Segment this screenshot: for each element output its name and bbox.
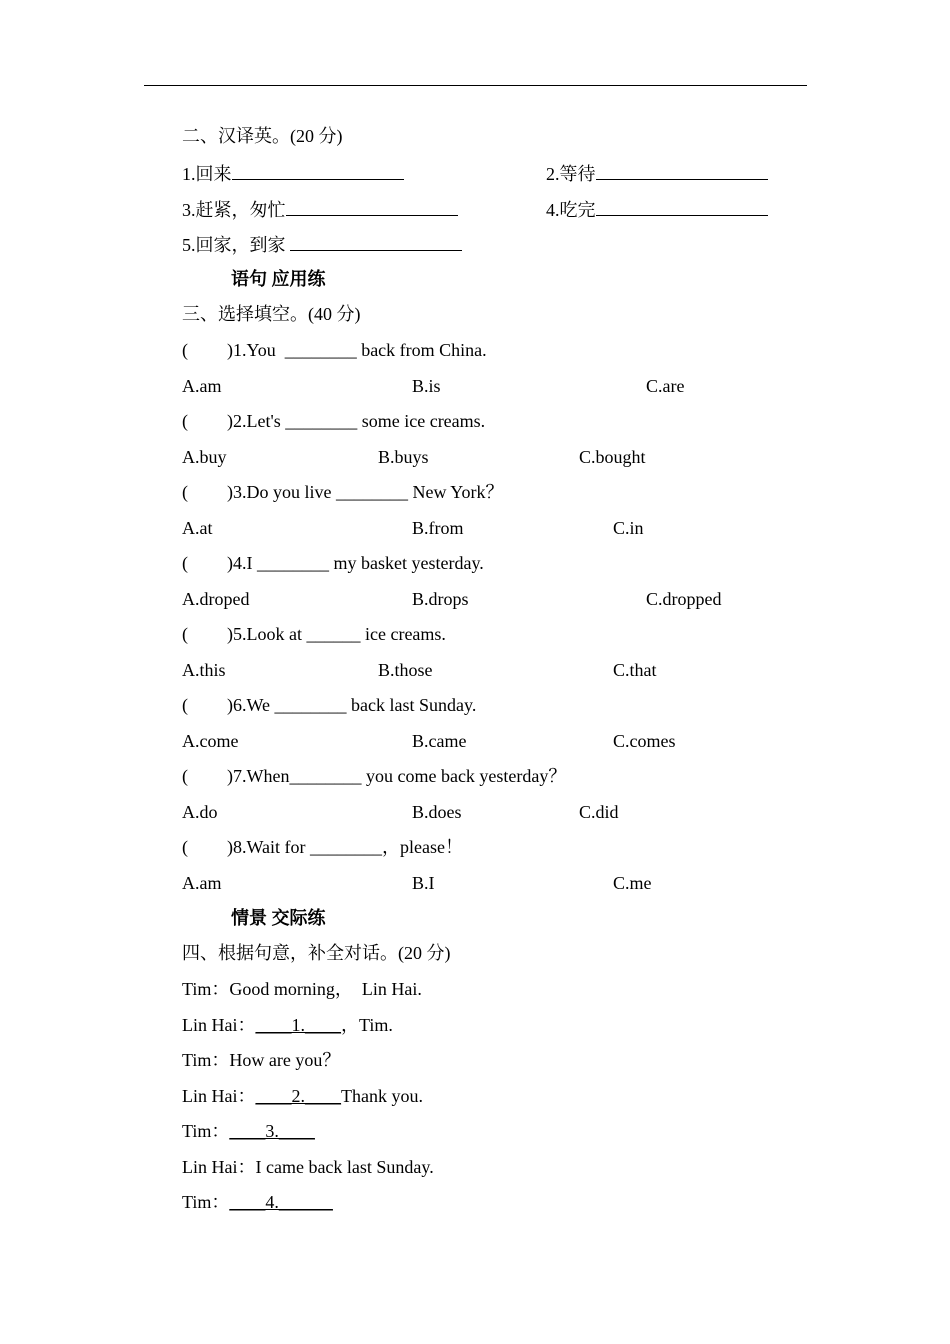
- dialogue-line-1: Tim：Good morning， Lin Hai.: [182, 979, 422, 999]
- option-2a: A.buy: [182, 447, 227, 467]
- option-6c: C.comes: [613, 731, 676, 751]
- question-8-stem: )8.Wait for ________，please！: [227, 837, 463, 857]
- dialogue-line-6: Lin Hai：I came back last Sunday.: [182, 1157, 434, 1177]
- question-5-stem: )5.Look at ______ ice creams.: [227, 624, 446, 644]
- option-6a: A.come: [182, 731, 239, 751]
- question-4-stem: )4.I ________ my basket yesterday.: [227, 553, 484, 573]
- item-3: [182, 197, 458, 221]
- answer-blank-5[interactable]: [290, 232, 462, 251]
- sub-heading-1: 语句 应用练: [231, 269, 326, 289]
- dialogue-line-2: [182, 1014, 393, 1036]
- option-2c: C.bought: [579, 447, 646, 467]
- question-1-stem: )1.You ________ back from China.: [227, 340, 487, 360]
- option-7c: C.did: [579, 802, 619, 822]
- section2-heading: 二、汉译英。(20 分): [182, 126, 343, 146]
- option-3c: C.in: [613, 518, 644, 538]
- option-8a: A.am: [182, 873, 222, 893]
- option-7b: B.does: [412, 802, 462, 822]
- section3-heading: 三、选择填空。(40 分): [182, 304, 361, 324]
- item-2: [546, 161, 768, 185]
- header-rule: [144, 85, 807, 86]
- question-1-paren[interactable]: (: [182, 340, 188, 360]
- question-6-stem: )6.We ________ back last Sunday.: [227, 695, 477, 715]
- question-6-paren[interactable]: (: [182, 695, 188, 715]
- dialogue-line-7: [182, 1191, 333, 1213]
- item-4-label: 4.吃完: [546, 200, 596, 220]
- option-2b: B.buys: [378, 447, 429, 467]
- dialogue-blank-3[interactable]: ____3.____: [229, 1121, 315, 1141]
- speaker-tim: Tim：: [182, 1192, 230, 1212]
- item-2-label: 2.等待: [546, 164, 596, 184]
- answer-blank-1[interactable]: [232, 161, 404, 180]
- section4-heading: 四、根据句意，补全对话。(20 分): [182, 943, 451, 963]
- dialogue-line-3: Tim：How are you？: [182, 1050, 341, 1070]
- dialogue-line-2-end: ，Tim.: [341, 1015, 393, 1035]
- item-4: [546, 197, 768, 221]
- option-4a: A.droped: [182, 589, 250, 609]
- sub-heading-2: 情景 交际练: [231, 908, 326, 928]
- question-2-paren[interactable]: (: [182, 411, 188, 431]
- dialogue-line-4-end: Thank you.: [341, 1086, 423, 1106]
- item-5-label: 5.回家，到家: [182, 235, 286, 255]
- speaker-tim: Tim：: [182, 1121, 230, 1141]
- option-1b: B.is: [412, 376, 441, 396]
- option-8c: C.me: [613, 873, 652, 893]
- dialogue-blank-4[interactable]: ____4.______: [229, 1192, 333, 1212]
- option-5a: A.this: [182, 660, 226, 680]
- option-3b: B.from: [412, 518, 464, 538]
- answer-blank-3[interactable]: [286, 197, 458, 216]
- question-3-stem: )3.Do you live ________ New York？: [227, 482, 504, 502]
- question-5-paren[interactable]: (: [182, 624, 188, 644]
- dialogue-line-5: [182, 1120, 315, 1142]
- answer-blank-2[interactable]: [596, 161, 768, 180]
- dialogue-blank-2[interactable]: ____2.____: [255, 1086, 341, 1106]
- question-8-paren[interactable]: (: [182, 837, 188, 857]
- question-7-paren[interactable]: (: [182, 766, 188, 786]
- item-1-label: 1.回来: [182, 164, 232, 184]
- speaker-lin-hai: Lin Hai：: [182, 1015, 256, 1035]
- answer-blank-4[interactable]: [596, 197, 768, 216]
- question-3-paren[interactable]: (: [182, 482, 188, 502]
- item-5: [182, 232, 462, 256]
- option-1c: C.are: [646, 376, 685, 396]
- option-5c: C.that: [613, 660, 657, 680]
- option-7a: A.do: [182, 802, 218, 822]
- item-3-label: 3.赶紧，匆忙: [182, 200, 286, 220]
- option-1a: A.am: [182, 376, 222, 396]
- option-5b: B.those: [378, 660, 433, 680]
- option-6b: B.came: [412, 731, 467, 751]
- option-8b: B.I: [412, 873, 435, 893]
- speaker-lin-hai: Lin Hai：: [182, 1086, 256, 1106]
- dialogue-line-4: [182, 1085, 423, 1107]
- option-3a: A.at: [182, 518, 213, 538]
- dialogue-blank-1[interactable]: ____1.____: [255, 1015, 341, 1035]
- question-4-paren[interactable]: (: [182, 553, 188, 573]
- option-4c: C.dropped: [646, 589, 722, 609]
- question-7-stem: )7.When________ you come back yesterday？: [227, 766, 567, 786]
- item-1: [182, 161, 404, 185]
- question-2-stem: )2.Let's ________ some ice creams.: [227, 411, 486, 431]
- option-4b: B.drops: [412, 589, 469, 609]
